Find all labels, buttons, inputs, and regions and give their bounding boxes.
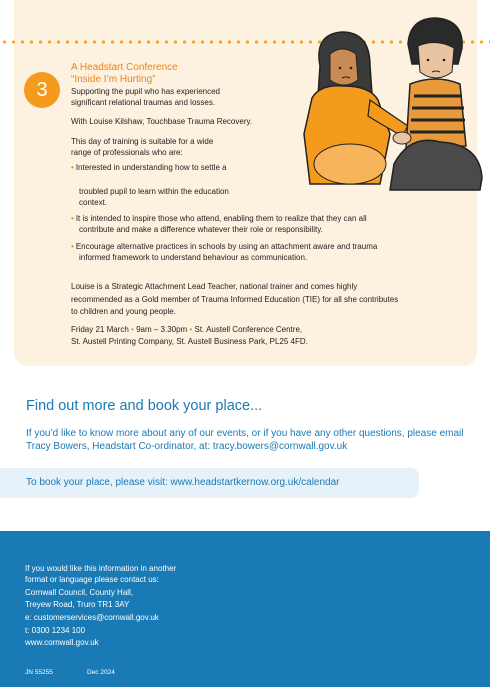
bullet-text: Encourage alternative practices in schools by using an attachment aware and trauma: [75, 242, 378, 251]
event-venue: St. Austell Conference Centre,: [194, 325, 303, 334]
bullet-dot-icon: •: [71, 242, 74, 251]
bullet-text: Interested in understanding how to settle a: [75, 163, 227, 172]
footer-line: If you would like this information in another: [25, 564, 177, 573]
presenter-bio-line-1: Louise is a Strategic Attachment Lead Teacher, national trainer and comes highly: [71, 282, 358, 291]
bullet-continuation: context.: [79, 198, 108, 207]
event-date: Friday 21 March: [71, 325, 129, 334]
bullet-item: [71, 163, 227, 174]
job-reference: JN 55255: [25, 669, 53, 676]
find-out-body: If you’d like to know more about any of our events, or if you have any other questions, please email Tracy Bowers, Headstart Co-ordinator, at: tracy.bowers@cornwall.gov.uk: [26, 428, 464, 452]
footer-line: format or language please contact us:: [25, 575, 159, 584]
event-time: 9am – 3.30pm: [136, 325, 188, 334]
find-out-heading: Find out more and book your place...: [26, 398, 263, 414]
publication-date: Dec 2024: [87, 669, 115, 676]
two-young-people-illustration-icon: [290, 14, 486, 192]
event-number: 3: [36, 78, 48, 101]
footer-line: Treyew Road, Truro TR1 3AY: [25, 600, 130, 609]
footer-website[interactable]: www.cornwall.gov.uk: [25, 638, 99, 647]
event-suitable-line-1: This day of training is suitable for a wide: [71, 137, 214, 146]
footer-line: Cornwall Council, County Hall,: [25, 588, 134, 597]
presenter-bio-line-3: to children and young people.: [71, 307, 176, 316]
bullet-continuation: troubled pupil to learn within the education: [79, 187, 229, 196]
separator-dot-icon: •: [189, 325, 193, 334]
bullet-continuation: contribute and make a difference whatever their role or responsibility.: [79, 225, 323, 234]
separator-dot-icon: •: [131, 325, 134, 334]
bullet-item: [71, 214, 367, 225]
bullet-continuation: informed framework to understand behaviour as communication.: [79, 253, 308, 262]
event-number-badge: [24, 72, 60, 108]
bullet-dot-icon: •: [71, 214, 74, 223]
bullet-item: [71, 242, 377, 253]
event-intro-line-1: Supporting the pupil who has experienced: [71, 87, 220, 96]
bullet-dot-icon: •: [71, 163, 74, 172]
event-presenter: With Louise Kilshaw, Touchbase Trauma Recovery.: [71, 117, 253, 126]
footer-phone: t: 0300 1234 100: [25, 626, 86, 635]
event-intro-line-2: significant relational traumas and losses.: [71, 98, 216, 107]
event-title: “Inside I’m Hurting”: [71, 74, 156, 85]
event-eyebrow: A Headstart Conference: [71, 62, 178, 73]
event-date-line: [71, 325, 302, 336]
booking-link[interactable]: To book your place, please visit: www.headstartkernow.org.uk/calendar: [26, 477, 340, 488]
bullet-text: It is intended to inspire those who attend, enabling them to realize that they can all: [75, 214, 367, 223]
presenter-bio-line-2: recommended as a Gold member of Trauma Informed Education (TIE) for all she contributes: [71, 295, 399, 304]
footer-email[interactable]: e: customerservices@cornwall.gov.uk: [25, 613, 159, 622]
event-venue-address: St. Austell Printing Company, St. Austell Business Park, PL25 4FD.: [71, 337, 308, 346]
event-suitable-line-2: range of professionals who are:: [71, 148, 183, 157]
